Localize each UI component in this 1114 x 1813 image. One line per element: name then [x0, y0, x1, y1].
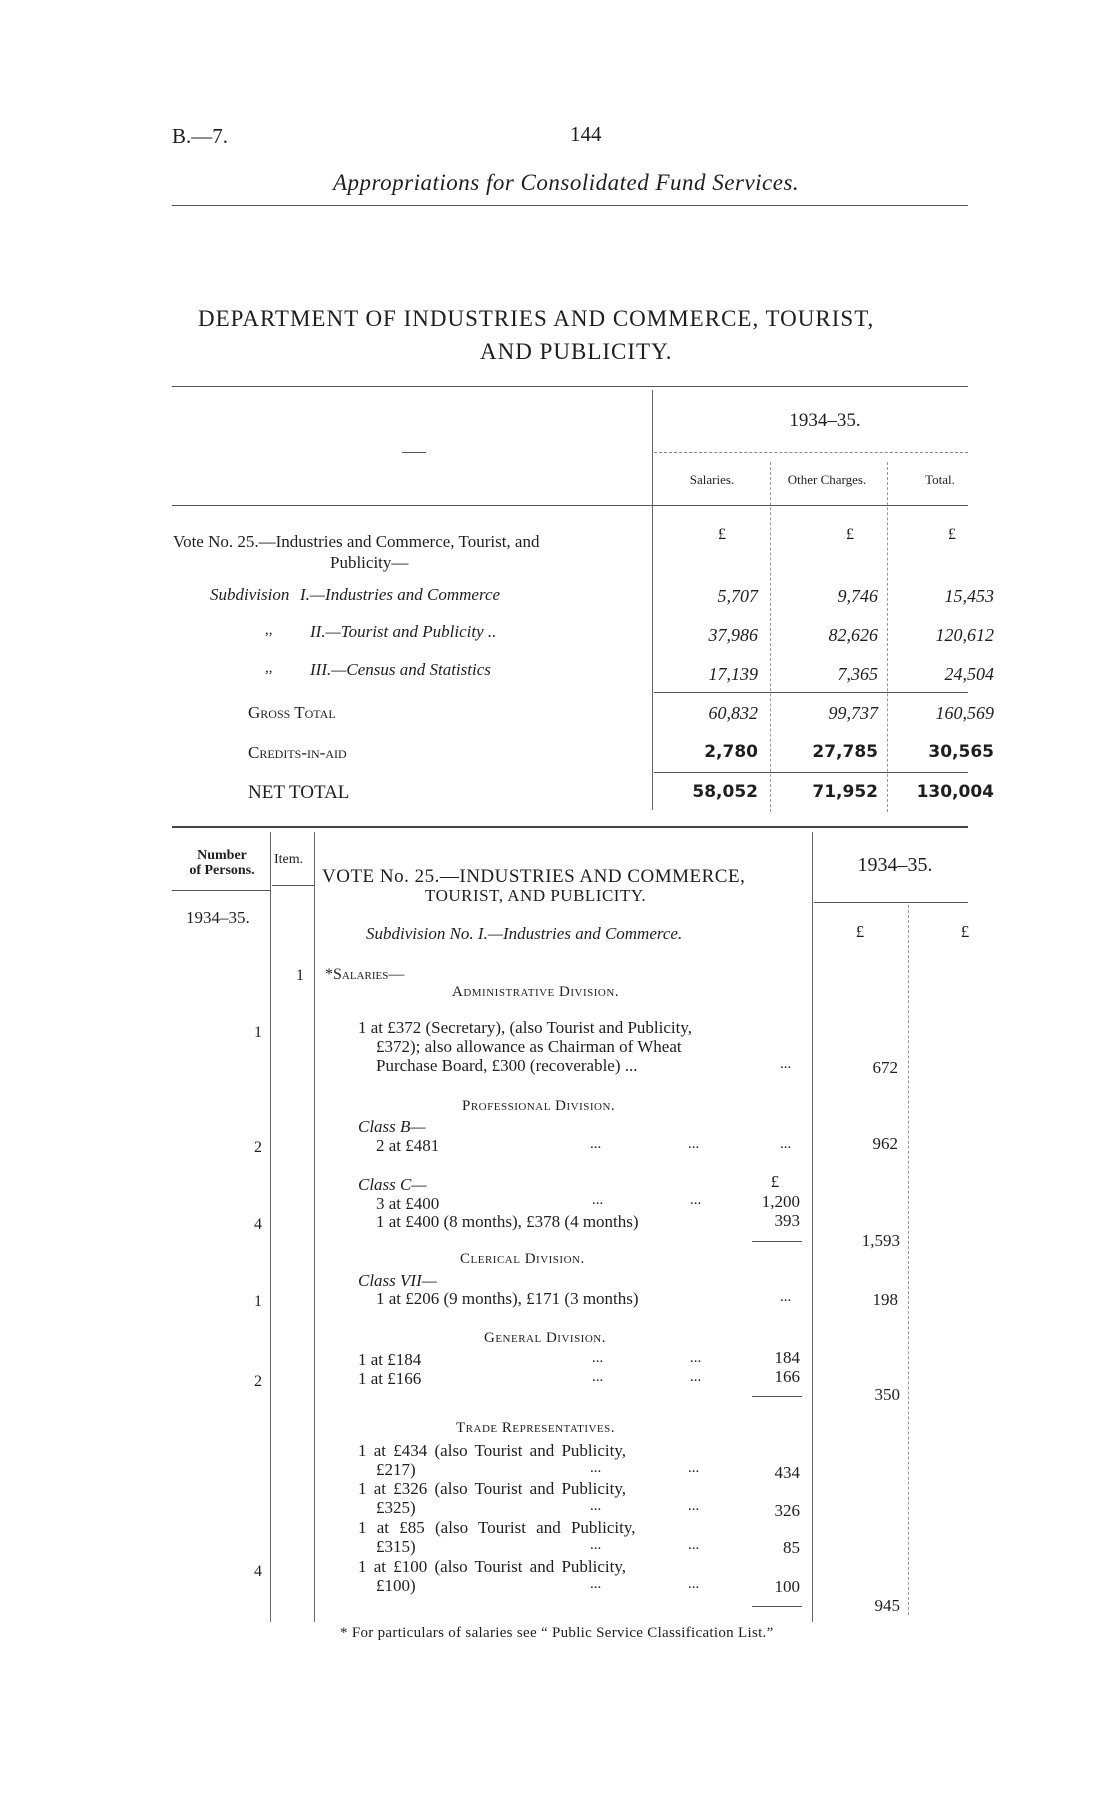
net-total-label: NET TOTAL: [248, 782, 350, 803]
admin-line2: £372); also allowance as Chairman of Wheat: [376, 1037, 682, 1056]
general-amt2: 166: [774, 1367, 800, 1386]
header-rule: [172, 205, 968, 206]
class-c-total: 1,593: [861, 1231, 900, 1250]
class-b-persons: 2: [254, 1139, 262, 1156]
persons-header-rule: [172, 890, 270, 891]
leader-dots: ...: [688, 1460, 700, 1476]
trade-line: £325): [376, 1498, 416, 1517]
department-title-line2: AND PUBLICITY.: [480, 339, 673, 364]
trade-line: £315): [376, 1537, 416, 1556]
leader-dots: ...: [592, 1369, 604, 1385]
leader-dots: ...: [590, 1460, 602, 1476]
class-c-amt1: 1,200: [761, 1192, 800, 1211]
page-number: 144: [570, 122, 602, 146]
trade-line: 1 at £434 (also Tourist and Publicity,: [358, 1441, 627, 1460]
detail-money-sep: [908, 905, 909, 1615]
gross-other: 99,737: [828, 703, 878, 723]
general-line2: 1 at £166: [358, 1369, 422, 1388]
net-rule: [654, 772, 968, 773]
leader-dots: ...: [688, 1576, 700, 1592]
clerical-heading: Clerical Division.: [460, 1251, 585, 1267]
leader-dots: ...: [780, 1136, 792, 1152]
col-number-line2: of Persons.: [189, 863, 255, 878]
detail-year-header: 1934–35.: [857, 854, 933, 876]
summary-vote-line1: Vote No. 25.—Industries and Commerce, Tourist, and: [173, 532, 540, 551]
class-c-rule: [752, 1241, 802, 1242]
leader-dots: ...: [592, 1192, 604, 1208]
item-header-rule: [272, 885, 314, 886]
leader-dots: ...: [690, 1192, 702, 1208]
general-amt1: 184: [774, 1348, 800, 1367]
summary-row-total: 24,504: [944, 664, 994, 684]
gross-total-label: Gross Total: [248, 703, 336, 722]
leader-dots: ...: [688, 1136, 700, 1152]
col-number-line1: Number: [197, 848, 247, 863]
gross-total: 160,569: [935, 703, 994, 723]
admin-persons: 1: [254, 1024, 262, 1041]
class-c-amt2: 393: [774, 1211, 800, 1230]
col-item: Item.: [274, 852, 304, 867]
credits-other: 27,785: [812, 742, 878, 762]
detail-persons-sep: [270, 832, 271, 1622]
class-b-label: Class B—: [358, 1117, 426, 1136]
summary-year-rule: [654, 452, 968, 453]
admin-total: 672: [872, 1058, 898, 1077]
summary-top-rule: [172, 386, 968, 387]
leader-dots: ...: [590, 1136, 602, 1152]
general-line1: 1 at £184: [358, 1350, 422, 1369]
leader-dots: ...: [592, 1350, 604, 1366]
summary-row-other: 82,626: [828, 625, 878, 645]
trade-rule: [752, 1606, 802, 1607]
department-title-line1: DEPARTMENT OF INDUSTRIES AND COMMERCE, TOURIST,: [198, 306, 875, 331]
summary-row-label: I.—Industries and Commerce: [300, 585, 501, 604]
leader-dots: ...: [590, 1498, 602, 1514]
leader-dots: ...: [590, 1537, 602, 1553]
summary-row-other: 7,365: [837, 664, 878, 684]
leader-dots: ...: [690, 1350, 702, 1366]
trade-line: £100): [376, 1576, 416, 1595]
leader-dots: ...: [780, 1289, 792, 1305]
gross-salaries: 60,832: [708, 703, 758, 723]
summary-row-total: 15,453: [944, 586, 994, 606]
salaries-heading: *Salaries—: [325, 966, 405, 983]
subdivision-heading: Subdivision No. I.—Industries and Commerce.: [366, 924, 683, 943]
currency-salaries: £: [718, 526, 726, 543]
leader-dots: ...: [688, 1537, 700, 1553]
summary-header-rule: [172, 505, 968, 506]
footnote: * For particulars of salaries see “ Public Service Classification List.”: [340, 1625, 774, 1641]
net-total: 130,004: [916, 782, 994, 802]
prof-heading: Professional Division.: [462, 1098, 616, 1114]
col-year-persons: 1934–35.: [186, 908, 250, 927]
detail-year-rule: [814, 902, 968, 903]
leader-dots: ...: [690, 1369, 702, 1385]
credits-label: Credits-in-aid: [248, 743, 347, 762]
admin-line1: 1 at £372 (Secretary), (also Tourist and Publicity,: [358, 1018, 693, 1037]
trade-line: 1 at £85 (also Tourist and Publicity,: [358, 1518, 636, 1537]
col-number-persons: [176, 848, 268, 878]
trade-line: 1 at £326 (also Tourist and Publicity,: [358, 1479, 627, 1498]
leader-dots: ...: [780, 1056, 792, 1072]
gross-rule: [654, 692, 968, 693]
class-b-total: 962: [872, 1134, 898, 1153]
summary-row-salaries: 17,139: [708, 664, 758, 684]
admin-heading: Administrative Division.: [452, 984, 620, 1000]
col-total: Total.: [925, 472, 955, 487]
running-title: Appropriations for Consolidated Fund Services.: [333, 170, 800, 195]
admin-line3: Purchase Board, £300 (recoverable) ...: [376, 1056, 638, 1075]
general-total: 350: [874, 1385, 900, 1404]
currency-total: £: [948, 526, 956, 543]
summary-dash: [402, 452, 426, 453]
class-c-line2: 1 at £400 (8 months), £378 (4 months): [376, 1212, 639, 1231]
trade-amount: 434: [774, 1463, 800, 1482]
class-vii-line: 1 at £206 (9 months), £171 (3 months): [376, 1289, 639, 1308]
summary-vote-line2: Publicity—: [330, 553, 409, 572]
summary-bottom-rule: [172, 826, 968, 828]
summary-row-salaries: 37,986: [708, 625, 758, 645]
general-rule: [752, 1396, 802, 1397]
trade-total: 945: [874, 1596, 900, 1615]
page-reference: B.—7.: [172, 124, 229, 148]
trade-amount: 326: [774, 1501, 800, 1520]
class-vii-persons: 1: [254, 1293, 262, 1310]
class-c-label: Class C—: [358, 1175, 427, 1194]
summary-row-total: 120,612: [935, 625, 994, 645]
trade-amount: 85: [783, 1538, 800, 1557]
col-other-charges: Other Charges.: [787, 472, 867, 487]
leader-dots: ...: [688, 1498, 700, 1514]
class-c-currency: £: [770, 1172, 780, 1191]
general-heading: General Division.: [484, 1330, 606, 1346]
credits-total: 30,565: [928, 742, 994, 762]
trade-line: 1 at £100 (also Tourist and Publicity,: [358, 1557, 627, 1576]
leader-dots: ...: [590, 1576, 602, 1592]
summary-row-prefix: ,,: [265, 660, 273, 676]
detail-item-sep: [314, 832, 315, 1622]
net-salaries: 58,052: [692, 782, 758, 802]
summary-row-label: II.—Tourist and Publicity ..: [310, 622, 497, 641]
class-vii-label: Class VII—: [358, 1271, 437, 1290]
net-other: 71,952: [812, 782, 878, 802]
currency-other: £: [846, 526, 854, 543]
summary-year: 1934–35.: [789, 410, 861, 431]
summary-row-label: III.—Census and Statistics: [310, 660, 491, 679]
class-c-persons: 4: [254, 1216, 262, 1233]
vote-title-line2: TOURIST, AND PUBLICITY.: [425, 886, 647, 905]
detail-currency-1: £: [855, 922, 865, 941]
summary-row-other: 9,746: [837, 586, 878, 606]
general-persons: 2: [254, 1373, 262, 1390]
credits-salaries: 2,780: [704, 742, 758, 762]
summary-row-salaries: 5,707: [717, 586, 758, 606]
trade-persons: 4: [254, 1563, 262, 1580]
trade-heading: Trade Representatives.: [456, 1420, 616, 1436]
class-vii-total: 198: [872, 1290, 898, 1309]
trade-line: £217): [376, 1460, 416, 1479]
class-b-line: 2 at £481: [376, 1136, 440, 1155]
detail-currency-2: £: [960, 922, 970, 941]
col-sep-1: [770, 462, 771, 812]
vote-title-line1: VOTE No. 25.—INDUSTRIES AND COMMERCE,: [322, 866, 746, 887]
summary-row-prefix: ,,: [265, 622, 273, 638]
item-number: 1: [296, 967, 304, 984]
class-c-line1: 3 at £400: [376, 1194, 440, 1213]
detail-desc-sep: [812, 832, 813, 1622]
trade-amount: 100: [774, 1577, 800, 1596]
col-salaries: Salaries.: [689, 472, 735, 487]
summary-row-prefix: Subdivision: [210, 585, 290, 604]
